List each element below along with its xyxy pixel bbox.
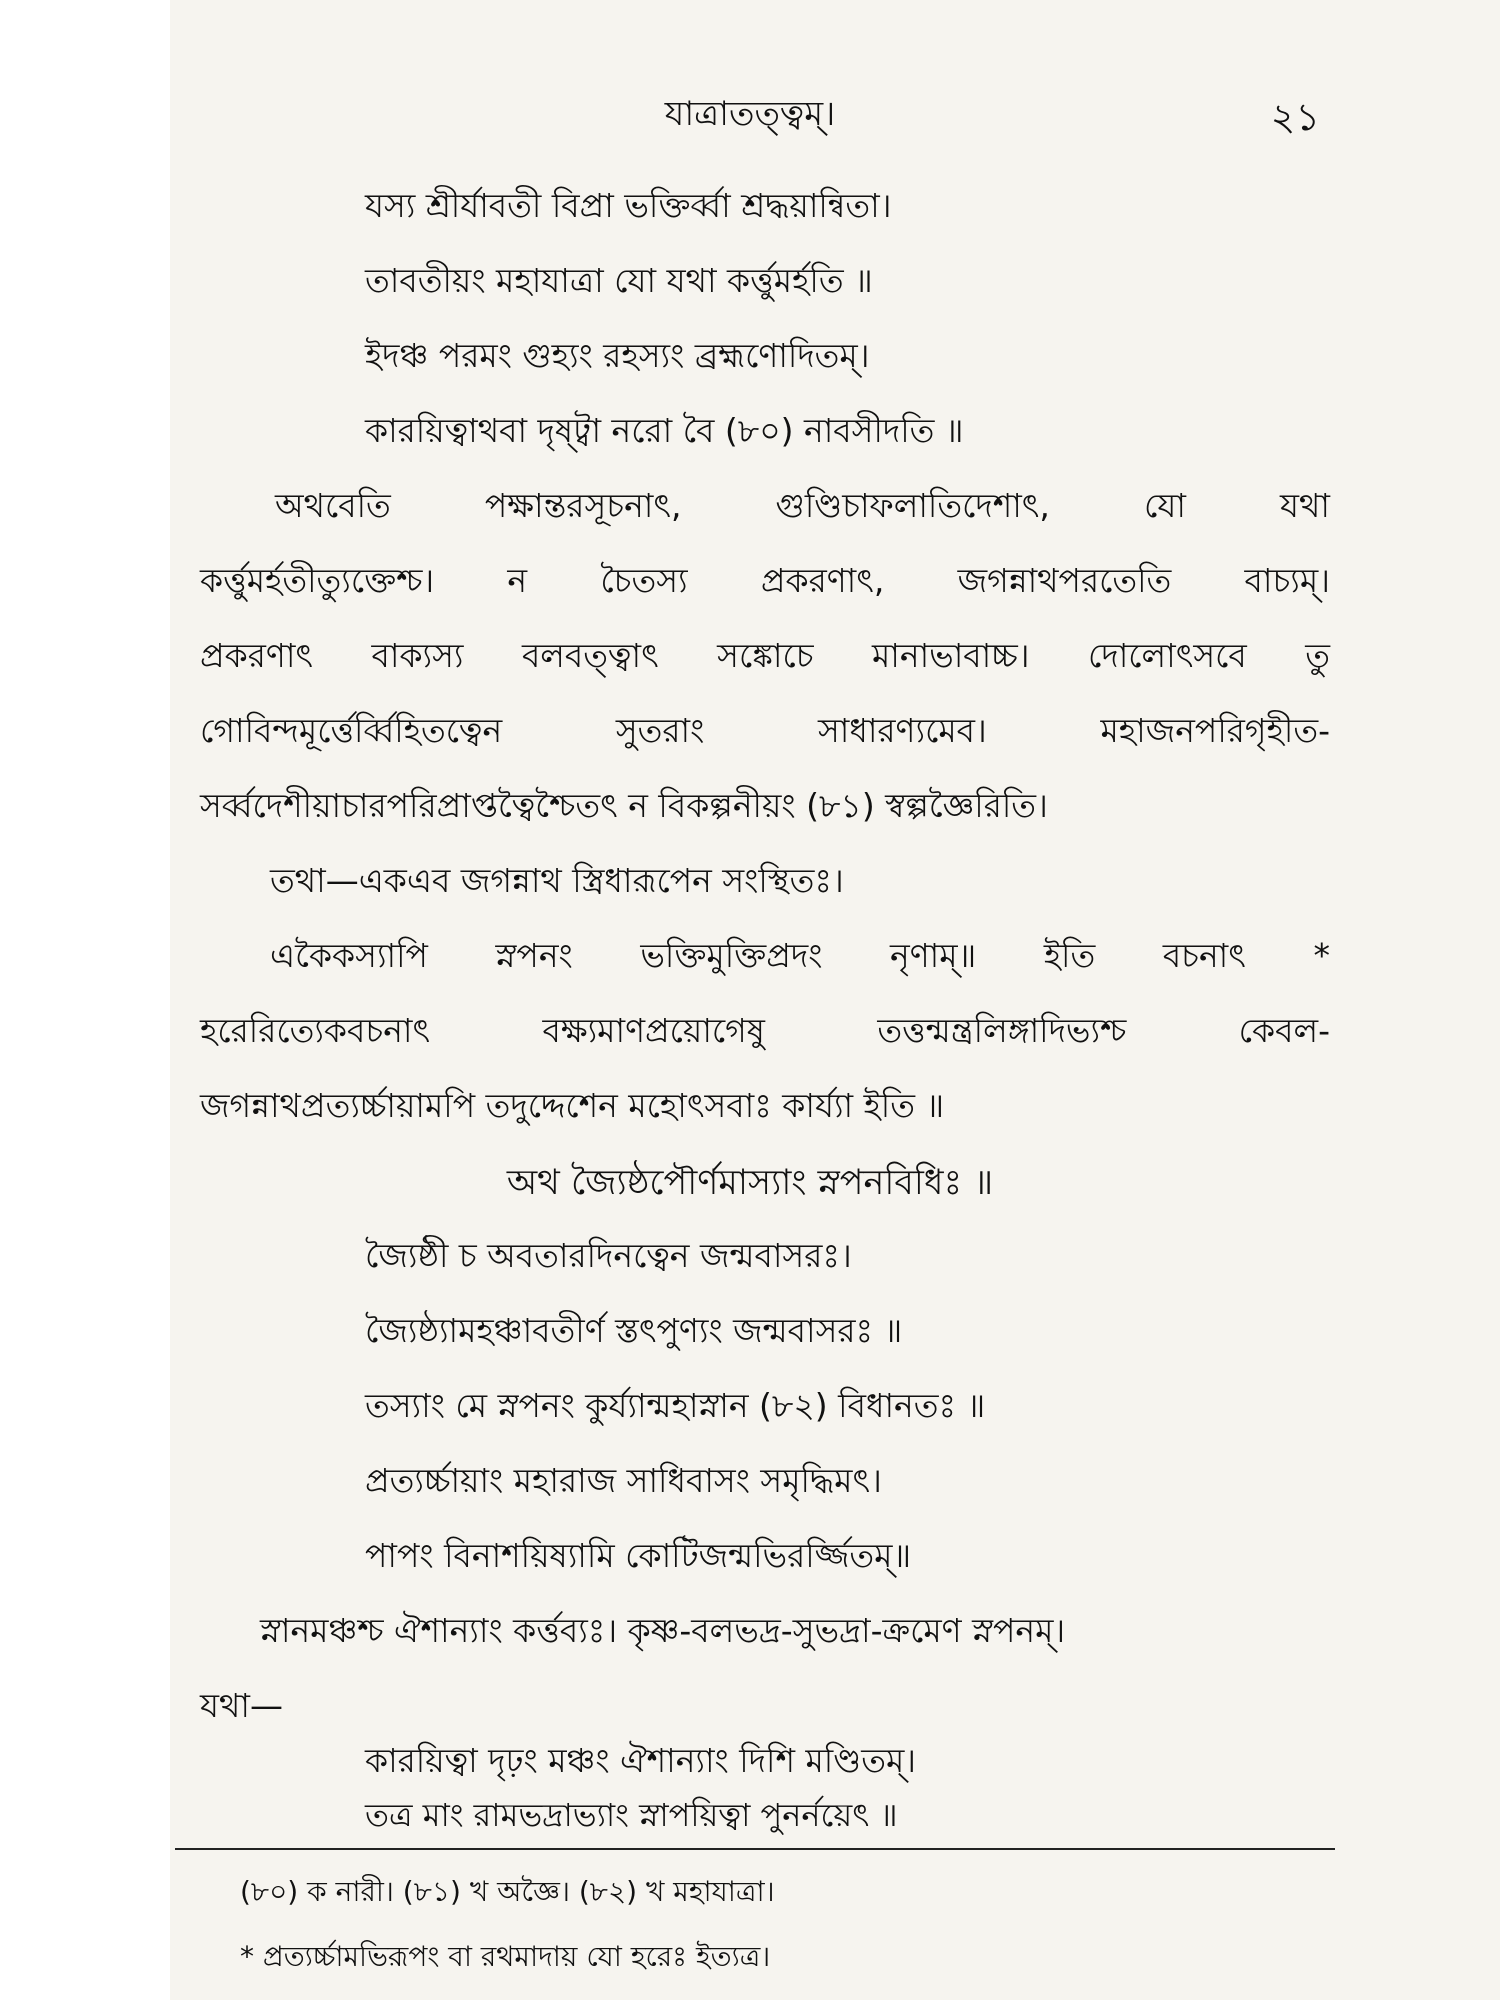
commentary-line: সর্ব্বদেশীয়াচারপরিপ্রাপ্তত্বৈশ্চৈতৎ ন বিকল্পনীয়ং (৮১) স্বল্পজ্ঞৈরিতি। <box>200 786 1048 825</box>
footnote-rule <box>175 1848 1335 1850</box>
verse-line: তাবতীয়ং মহাযাত্রা যো যথা কর্ত্তুমর্হতি ॥ <box>365 261 873 300</box>
page-number: ২১ <box>1270 95 1320 139</box>
commentary-line: গোবিন্দমূর্ত্তের্ব্বিহিতত্বেন সুতরাং সাধারণ্যমেব। মহাজনপরিগৃহীত- <box>200 711 1330 750</box>
tatha-line: জগন্নাথপ্রত্যর্চ্চায়ামপি তদুদ্দেশেন মহোৎসবাঃ কার্য্যা ইতি ॥ <box>200 1086 945 1125</box>
page-margin <box>0 0 170 2000</box>
yatha-label: যথা— <box>200 1686 283 1725</box>
tatha-line: একৈকস্যাপি স্নপনং ভক্তিমুক্তিপ্রদং নৃণাম্॥ ইতি বচনাৎ * <box>270 936 1330 975</box>
verse-line: যস্য শ্রীর্যাবতী বিপ্রা ভক্তির্ব্বা শ্রদ্ধয়ান্বিতা। <box>365 186 892 225</box>
verse-line: ইদঞ্চ পরমং গুহ্যং রহস্যং ব্রহ্মণোদিতম্। <box>365 336 870 375</box>
verse-line: কারয়িত্বাথবা দৃষ্ট্বা নরো বৈ (৮০) নাবসীদতি ॥ <box>365 411 964 450</box>
verse-line: জ্যৈষ্ঠ্যামহঞ্চাবতীর্ণ স্তৎপুণ্যং জন্মবাসরঃ ॥ <box>365 1311 903 1350</box>
verse-line: কারয়িত্বা দৃঢ়ং মঞ্চং ঐশান্যাং দিশি মণ্ডিতম্। <box>365 1741 917 1780</box>
commentary-line: অথবেতি পক্ষান্তরসূচনাৎ, গুণ্ডিচাফলাতিদেশাৎ, যো যথা <box>275 486 1330 525</box>
verse-line: প্রত্যর্চ্চায়াং মহারাজ সাধিবাসং সমৃদ্ধিমৎ। <box>365 1461 882 1500</box>
footnote-asterisk: * প্রত্যর্চ্চামভিরূপং বা রথমাদায় যো হরেঃ ইত্যত্র। <box>240 1940 771 1973</box>
footnote-variants: (৮০) ক নারী। (৮১) খ অজ্ঞৈ। (৮২) খ মহাযাত্রা। <box>240 1875 775 1908</box>
running-title: যাত্রাতত্ত্বম্। <box>664 94 836 134</box>
verse-line: পাপং বিনাশয়িষ্যামি কোটিজন্মভিরর্জ্জিতম্॥ <box>365 1536 912 1575</box>
commentary-line: কর্ত্তুমর্হতীত্যুক্তেশ্চ। ন চৈতস্য প্রকরণাৎ, জগন্নাথপরতেতি বাচ্যম্। <box>200 561 1330 600</box>
verse-line: জ্যৈষ্ঠী চ অবতারদিনত্বেন জন্মবাসরঃ। <box>365 1236 852 1275</box>
verse-line: তত্র মাং রামভদ্রাভ্যাং স্নাপয়িত্বা পুনর্নয়েৎ ॥ <box>365 1796 898 1834</box>
tatha-line: হরেরিত্যেকবচনাৎ বক্ষ্যমাণপ্রয়োগেষু তত্তন্মন্ত্রলিঙ্গাদিভ্যশ্চ কেবল- <box>200 1011 1330 1050</box>
snana-line: স্নানমঞ্চশ্চ ঐশান্যাং কর্ত্তব্যঃ। কৃষ্ণ-বলভদ্র-সুভদ্রা-ক্রমেণ স্নপনম্। <box>260 1611 1066 1650</box>
page-header <box>0 88 1500 148</box>
section-heading: অথ জ্যৈষ্ঠপৌর্ণমাস্যাং স্নপনবিধিঃ ॥ <box>506 1163 994 1203</box>
verse-line: তস্যাং মে স্নপনং কুর্য্যান্মহাস্নান (৮২) বিধানতঃ ॥ <box>365 1386 986 1425</box>
commentary-line: প্রকরণাৎ বাক্যস্য বলবত্ত্বাৎ সঙ্কোচে মানাভাবাচ্চ। দোলোৎসবে তু <box>200 636 1330 675</box>
tatha-line: তথা—একএব জগন্নাথ স্ত্রিধারূপেন সংস্থিতঃ। <box>270 861 844 900</box>
